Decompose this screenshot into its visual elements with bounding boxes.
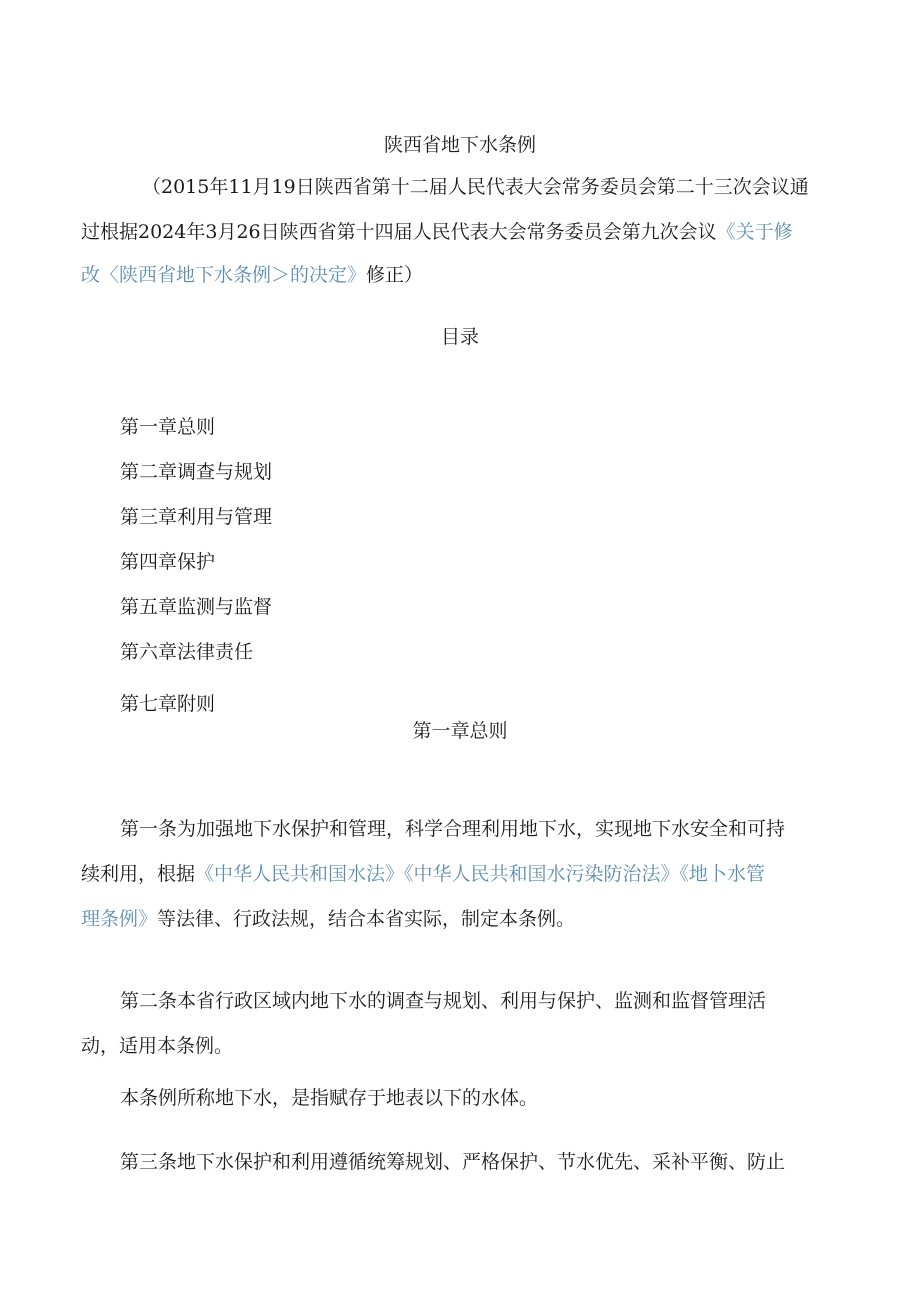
toc-item-chapter-1: 第一章总则 <box>120 416 216 438</box>
toc-item-chapter-5: 第五章监测与监督 <box>120 596 273 618</box>
preamble-line-2 <box>81 219 793 245</box>
toc-item-chapter-7: 第七章附则 <box>120 693 216 715</box>
toc-item-chapter-2: 第二章调查与规划 <box>120 461 273 483</box>
article-2-line-1: 第二条本省行政区域内地下水的调查与规划、利用与保护、监测和监督管理活 <box>120 990 767 1012</box>
article-1-line-1: 第一条为加强地下水保护和管理，科学合理利用地下水，实现地下水安全和可持 <box>120 818 786 840</box>
toc-title: 目录 <box>440 326 479 348</box>
article-1-text-end: 等法律、行政法规，结合本省实际，制定本条例。 <box>157 908 576 930</box>
groundwater-regulation-link[interactable]: 理条例》 <box>81 908 158 930</box>
toc-item-chapter-4: 第四章保护 <box>120 551 216 573</box>
chapter-1-heading: 第一章总则 <box>412 720 508 742</box>
toc-item-chapter-6: 第六章法律责任 <box>120 641 254 663</box>
preamble-line-3 <box>81 262 423 288</box>
toc-item-chapter-3: 第三章利用与管理 <box>120 506 273 528</box>
preamble-text-end: 修正） <box>366 264 424 286</box>
article-2-line-2: 动，适用本条例。 <box>81 1035 234 1057</box>
document-title: 陕西省地下水条例 <box>383 134 536 156</box>
preamble-text: 过根据2024年3月26日陕西省第十四届人民代表大会常务委员会第九次会议 <box>81 221 717 243</box>
article-2-definition: 本条例所称地下水，是指赋存于地表以下的水体。 <box>120 1087 539 1109</box>
article-3-line-1: 第三条地下水保护和利用遵循统筹规划、严格保护、节水优先、采补平衡、防止 <box>120 1151 786 1173</box>
amendment-decision-link-cont[interactable]: 改〈陕西省地下水条例＞的决定》 <box>81 264 367 286</box>
article-1-text: 续利用，根据 <box>81 863 196 885</box>
article-1-line-3 <box>81 906 575 932</box>
amendment-decision-link[interactable]: 《关于修 <box>716 221 793 243</box>
law-references-link[interactable]: 《中华人民共和国水法》《中华人民共和国水污染防治法》《地卜水管 <box>195 863 766 885</box>
preamble-line-1: （2015年11月19日陕西省第十二届人民代表大会常务委员会第二十三次会议通 <box>142 176 809 198</box>
article-1-line-2 <box>81 861 765 887</box>
